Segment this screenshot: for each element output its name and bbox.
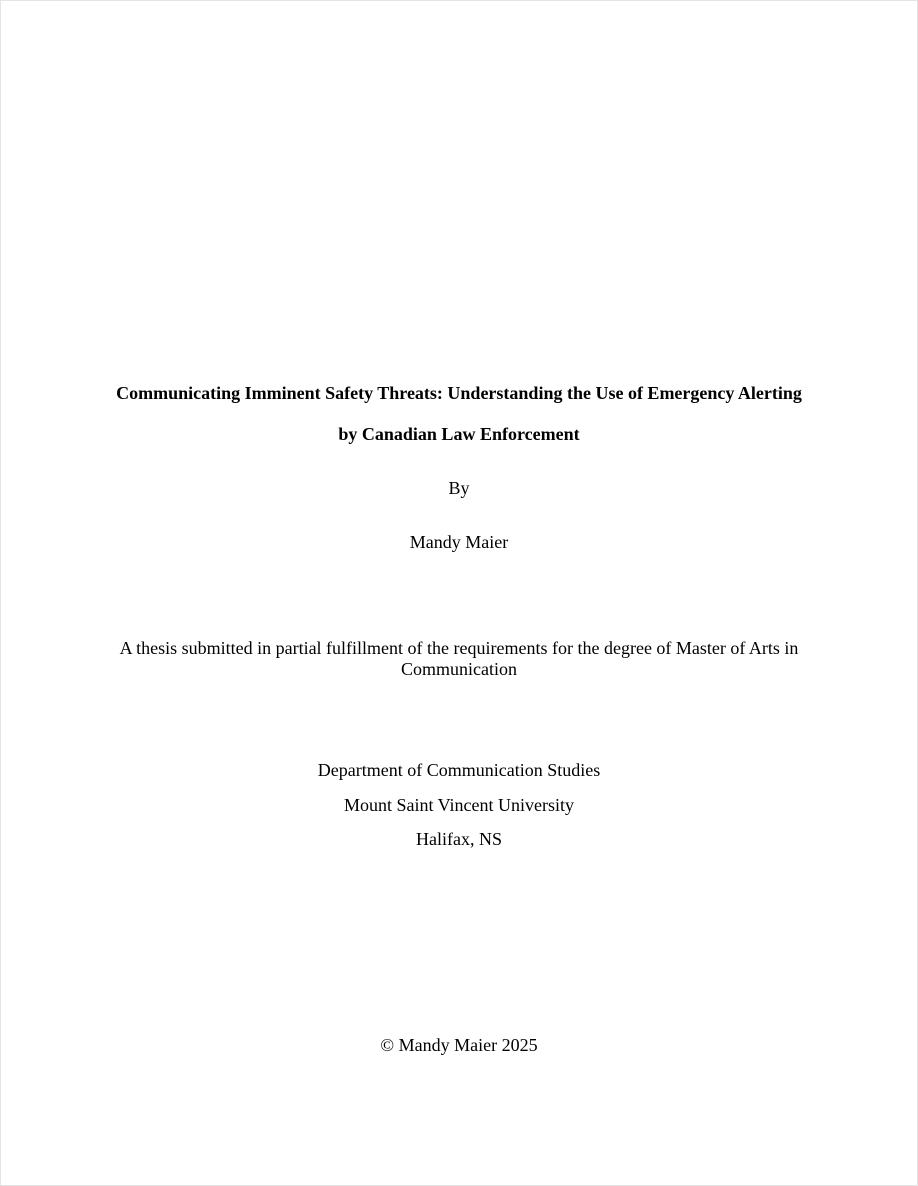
- thesis-title-line-2: by Canadian Law Enforcement: [338, 424, 580, 444]
- by-label: By: [448, 478, 470, 498]
- author-name: Mandy Maier: [409, 532, 509, 552]
- department-name: Department of Communication Studies: [317, 760, 601, 780]
- thesis-statement: A thesis submitted in partial fulfillment of the requirements for the degree of Master of Arts in Communication: [119, 638, 799, 679]
- university-name: Mount Saint Vincent University: [343, 795, 575, 815]
- copyright-notice: © Mandy Maier 2025: [380, 1035, 538, 1055]
- university-location: Halifax, NS: [416, 829, 502, 849]
- thesis-title-line-1: Communicating Imminent Safety Threats: Understanding the Use of Emergency Alerting: [116, 383, 802, 403]
